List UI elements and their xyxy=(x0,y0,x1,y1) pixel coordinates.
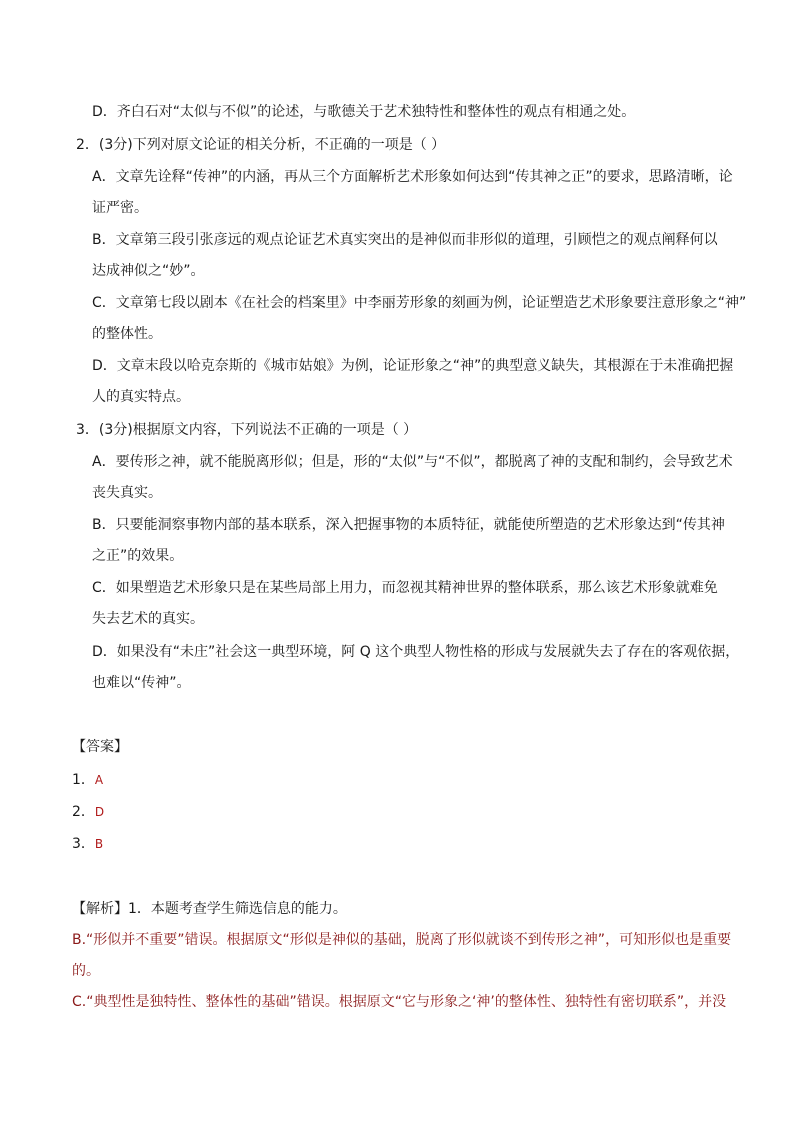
q2-option-c: C．文章第七段以剧本《在社会的档案里》中李丽芳形象的刻画为例，论证塑造艺术形象要注意形象之“神” xyxy=(92,295,747,311)
answer-3-number: 3． xyxy=(72,836,95,852)
answer-2 xyxy=(72,802,104,822)
q2-option-d-cont: 人的真实特点。 xyxy=(92,389,190,405)
answer-2-value: D xyxy=(94,805,105,819)
answer-1 xyxy=(72,770,103,790)
q3-option-d: D．如果没有“未庄”社会这一典型环境，阿 Q 这个典型人物性格的形成与发展就失去了存在的客观依据， xyxy=(92,644,740,660)
analysis-b: B.“形似并不重要”错误。根据原文“形似是神似的基础，脱离了形似就谈不到传形之神”，可知形似也是重要 xyxy=(72,932,732,948)
analysis-b-cont: 的。 xyxy=(72,963,100,979)
q1-option-d: D．齐白石对“太似与不似”的论述，与歌德关于艺术独特性和整体性的观点有相通之处。 xyxy=(92,104,636,120)
q3-option-c-cont: 失去艺术的真实。 xyxy=(92,611,204,627)
q3-option-b: B．只要能洞察事物内部的基本联系，深入把握事物的本质特征，就能使所塑造的艺术形象达到“传其神 xyxy=(92,517,725,533)
answer-1-number: 1． xyxy=(72,772,95,788)
q3-option-d-cont: 也难以“传神”。 xyxy=(92,675,191,691)
q2-option-a: A．文章先诠释“传神”的内涵，再从三个方面解析艺术形象如何达到“传其神之正”的要求，思路清晰，论 xyxy=(92,169,733,185)
answers-title: 【答案】 xyxy=(72,739,128,755)
q2-option-d: D．文章末段以哈克奈斯的《城市姑娘》为例，论证形象之“神”的典型意义缺失，其根源在于未准确把握 xyxy=(92,358,734,374)
q2-option-a-cont: 证严密。 xyxy=(92,200,148,216)
q3-option-c: C．如果塑造艺术形象只是在某些局部上用力，而忽视其精神世界的整体联系，那么该艺术形象就难免 xyxy=(92,580,718,596)
answer-3-value: B xyxy=(94,837,104,851)
q3-stem: 3．(3分)根据原文内容，下列说法不正确的一项是（ ） xyxy=(76,422,418,438)
answer-2-number: 2． xyxy=(72,804,95,820)
q2-stem: 2．(3分)下列对原文论证的相关分析，不正确的一项是（ ） xyxy=(76,137,446,153)
analysis-c: C.“典型性是独特性、整体性的基础”错误。根据原文“它与形象之‘神’的整体性、独特性有密切联系”，并没 xyxy=(72,994,727,1010)
q3-option-a: A．要传形之神，就不能脱离形似；但是，形的“太似”与“不似”，都脱离了神的支配和制约，会导致艺术 xyxy=(92,454,733,470)
q2-option-b: B．文章第三段引张彦远的观点论证艺术真实突出的是神似而非形似的道理，引顾恺之的观点阐释何以 xyxy=(92,232,718,248)
q3-option-b-cont: 之正”的效果。 xyxy=(92,548,184,564)
answer-1-value: A xyxy=(94,773,104,787)
q2-option-b-cont: 达成神似之“妙”。 xyxy=(92,263,205,279)
q2-option-c-cont: 的整体性。 xyxy=(92,326,162,342)
q3-option-a-cont: 丧失真实。 xyxy=(92,485,162,501)
analysis-title: 【解析】1．本题考查学生筛选信息的能力。 xyxy=(72,901,347,917)
answer-3 xyxy=(72,834,103,854)
